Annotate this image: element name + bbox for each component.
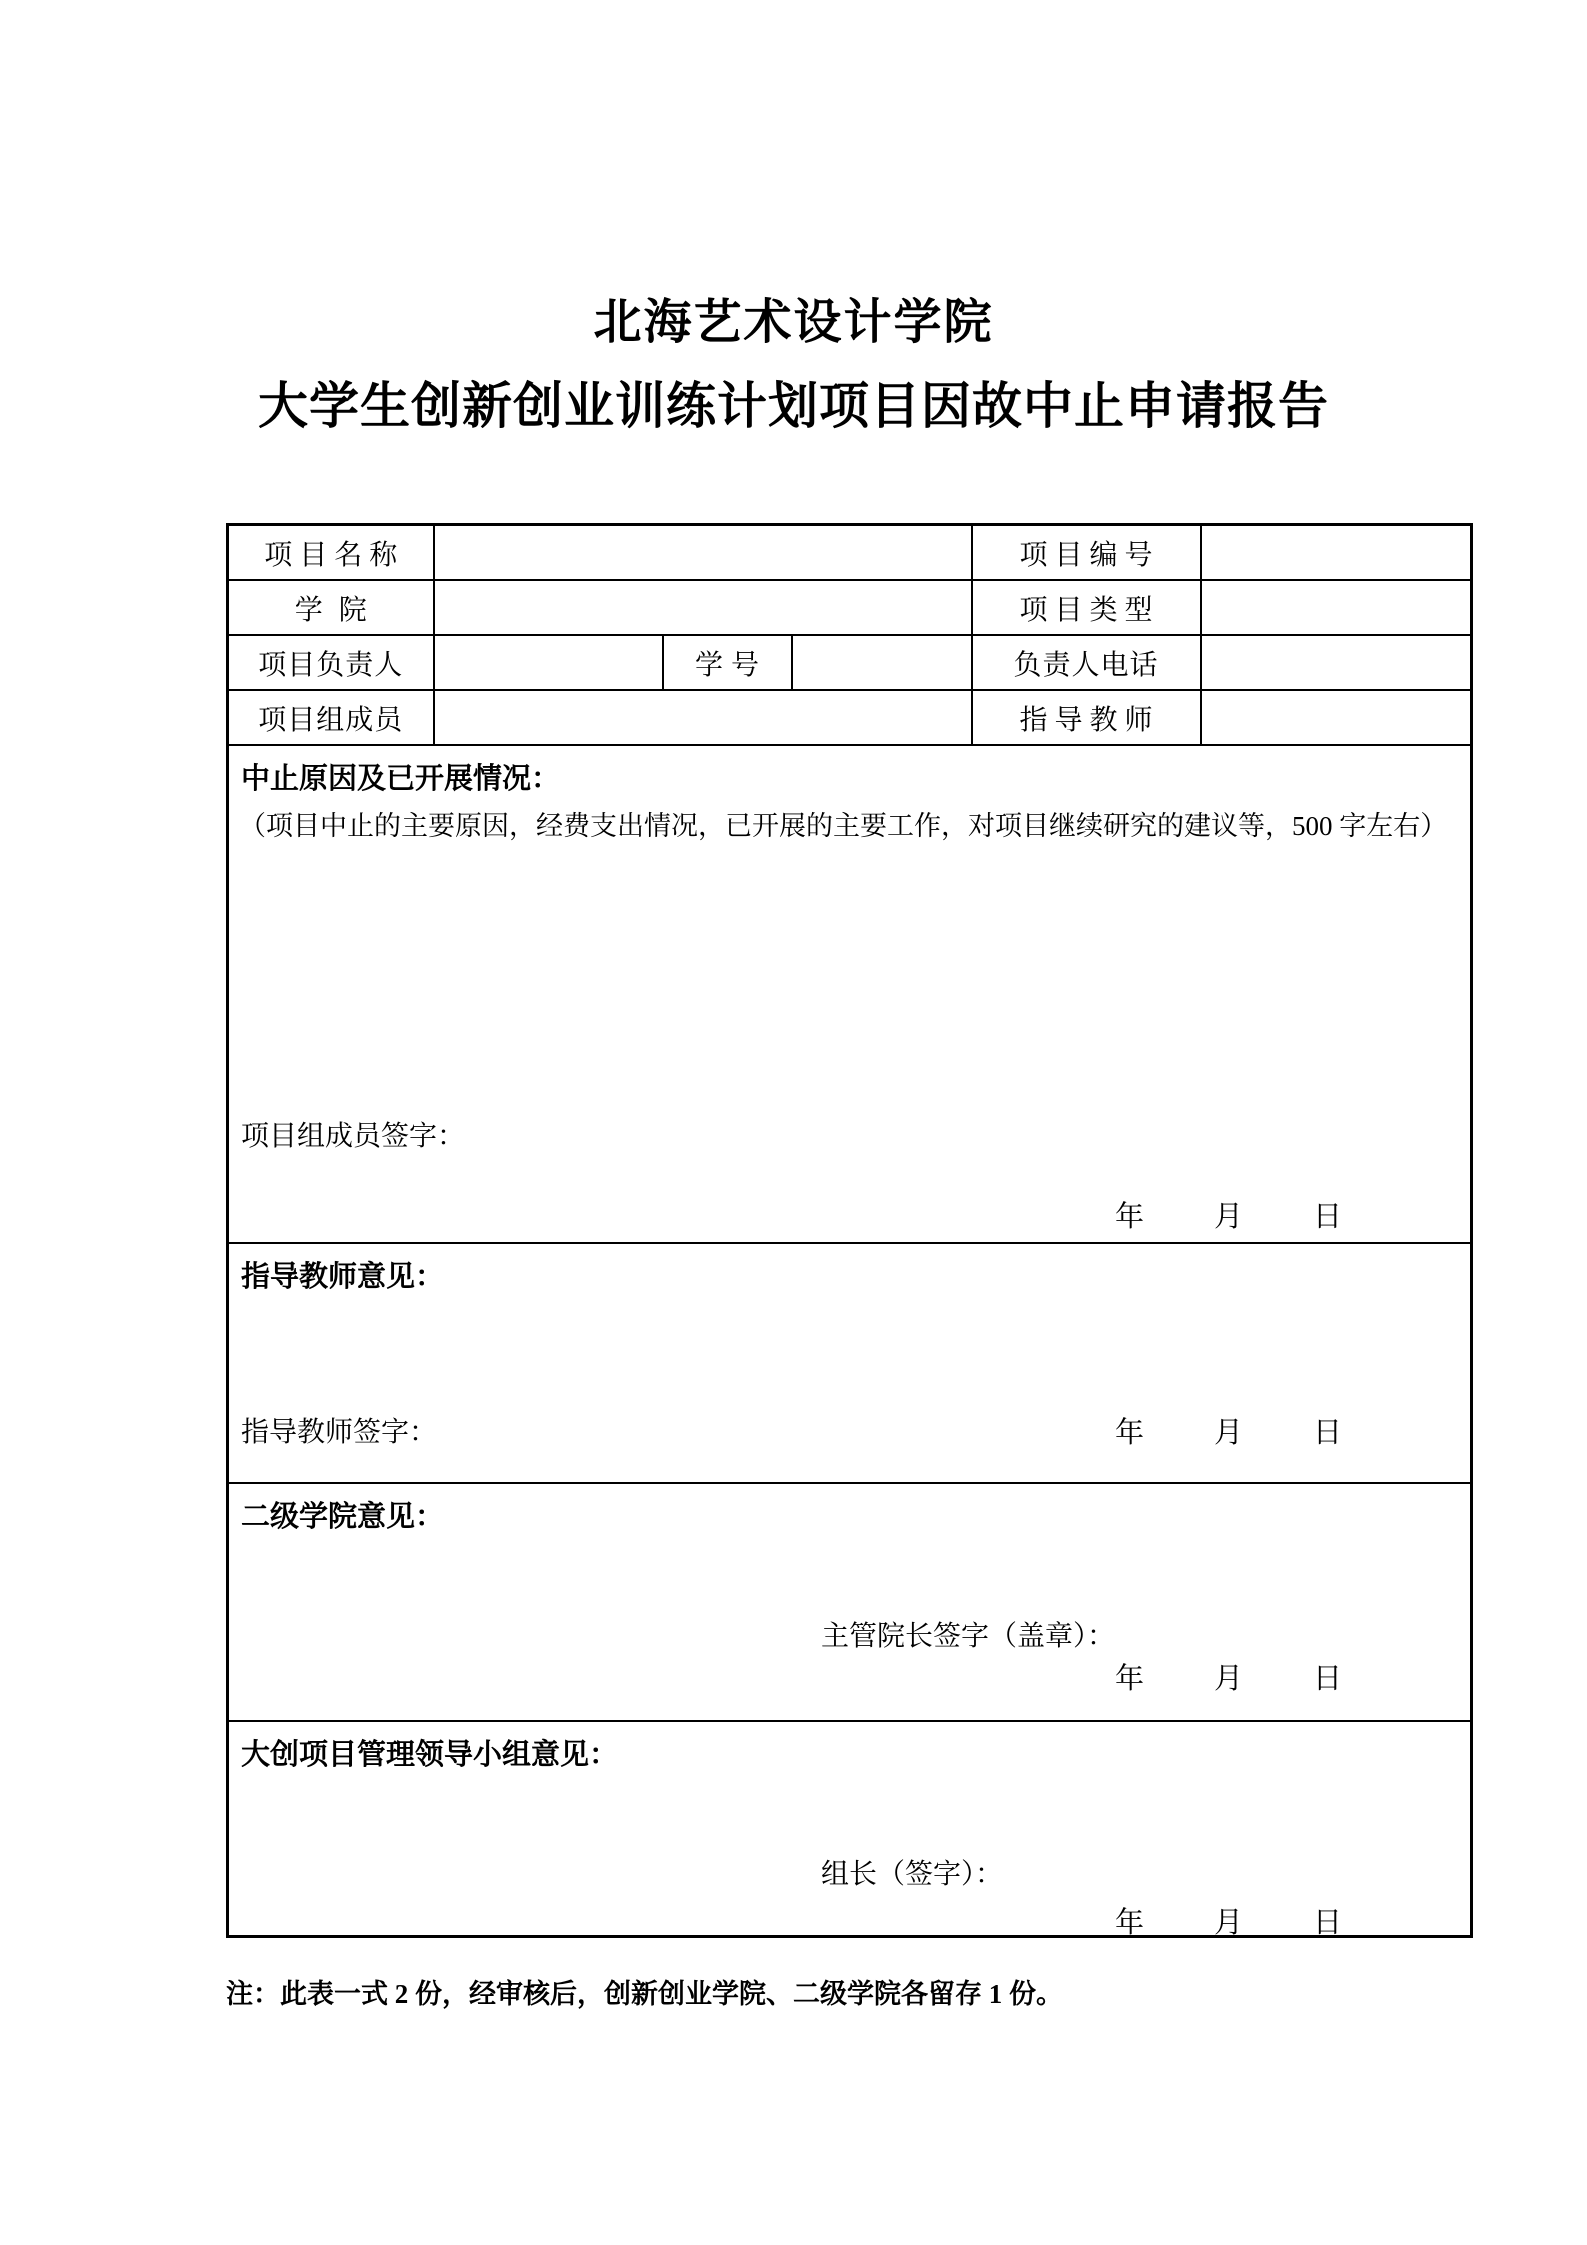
- advisor-field[interactable]: [1201, 690, 1472, 745]
- college-opinion-section[interactable]: [229, 1484, 1470, 1720]
- table-row-leading-group-section: [228, 1721, 1472, 1937]
- student-id-label: 学号: [663, 635, 792, 690]
- college-section-heading: 二级学院意见：: [241, 1501, 445, 1533]
- project-code-label: 项目编号: [972, 525, 1201, 581]
- college-date-line: [1115, 1656, 1342, 1697]
- project-members-label: 项目组成员: [228, 690, 434, 745]
- month-placeholder: 月: [1214, 1907, 1244, 1939]
- table-row-college-section: [228, 1483, 1472, 1721]
- day-placeholder: 日: [1313, 1417, 1343, 1449]
- table-row-termination-section: [228, 745, 1472, 1243]
- day-placeholder: 日: [1313, 1663, 1343, 1695]
- termination-section-heading: 中止原因及已开展情况：: [241, 763, 561, 795]
- leading-group-opinion-section[interactable]: [229, 1722, 1470, 1939]
- termination-section-note: （项目中止的主要原因，经费支出情况，已开展的主要工作，对项目继续研究的建议等，500 字左右）: [239, 811, 1448, 841]
- college-field[interactable]: [434, 580, 972, 635]
- year-placeholder: 年: [1114, 1907, 1144, 1939]
- student-id-field[interactable]: [792, 635, 972, 690]
- advisor-opinion-section[interactable]: [229, 1244, 1470, 1482]
- month-placeholder: 月: [1214, 1663, 1244, 1695]
- termination-reason-section[interactable]: [229, 746, 1470, 1242]
- termination-date-line: [1115, 1194, 1342, 1235]
- college-label: 学院: [228, 580, 434, 635]
- dean-signature-label: 主管院长签字（盖章）：: [821, 1621, 1116, 1652]
- members-signature-label: 项目组成员签字：: [241, 1121, 466, 1152]
- group-leader-signature-label: 组长（签字）：: [821, 1859, 1004, 1890]
- year-placeholder: 年: [1114, 1417, 1144, 1449]
- day-placeholder: 日: [1313, 1201, 1343, 1233]
- project-name-label: 项目名称: [228, 525, 434, 581]
- document-footnote: 注：此表一式 2 份，经审核后，创新创业学院、二级学院各留存 1 份。: [226, 1979, 1063, 2009]
- project-leader-field[interactable]: [434, 635, 663, 690]
- table-row-project-name: [228, 525, 1472, 581]
- table-row-members: [228, 690, 1472, 745]
- table-row-college: [228, 580, 1472, 635]
- leading-group-date-line: [1115, 1900, 1342, 1941]
- advisor-label: 指导教师: [972, 690, 1201, 745]
- project-name-field[interactable]: [434, 525, 972, 581]
- table-row-advisor-section: [228, 1243, 1472, 1483]
- project-members-field[interactable]: [434, 690, 972, 745]
- advisor-section-heading: 指导教师意见：: [241, 1261, 445, 1293]
- project-type-label: 项目类型: [972, 580, 1201, 635]
- leader-phone-field[interactable]: [1201, 635, 1472, 690]
- project-code-field[interactable]: [1201, 525, 1472, 581]
- year-placeholder: 年: [1114, 1201, 1144, 1233]
- leading-group-section-heading: 大创项目管理领导小组意见：: [241, 1739, 619, 1771]
- document-title-institution: 北海艺术设计学院: [593, 296, 994, 349]
- project-leader-label: 项目负责人: [228, 635, 434, 690]
- application-form-table: [226, 523, 1473, 1938]
- document-title-main: 大学生创新创业训练计划项目因故中止申请报告: [258, 378, 1329, 434]
- month-placeholder: 月: [1214, 1417, 1244, 1449]
- leader-phone-label: 负责人电话: [972, 635, 1201, 690]
- table-row-leader: [228, 635, 1472, 690]
- day-placeholder: 日: [1313, 1907, 1343, 1939]
- project-type-field[interactable]: [1201, 580, 1472, 635]
- month-placeholder: 月: [1214, 1201, 1244, 1233]
- advisor-date-line: [1115, 1410, 1342, 1451]
- year-placeholder: 年: [1114, 1663, 1144, 1695]
- advisor-signature-label: 指导教师签字：: [241, 1417, 438, 1448]
